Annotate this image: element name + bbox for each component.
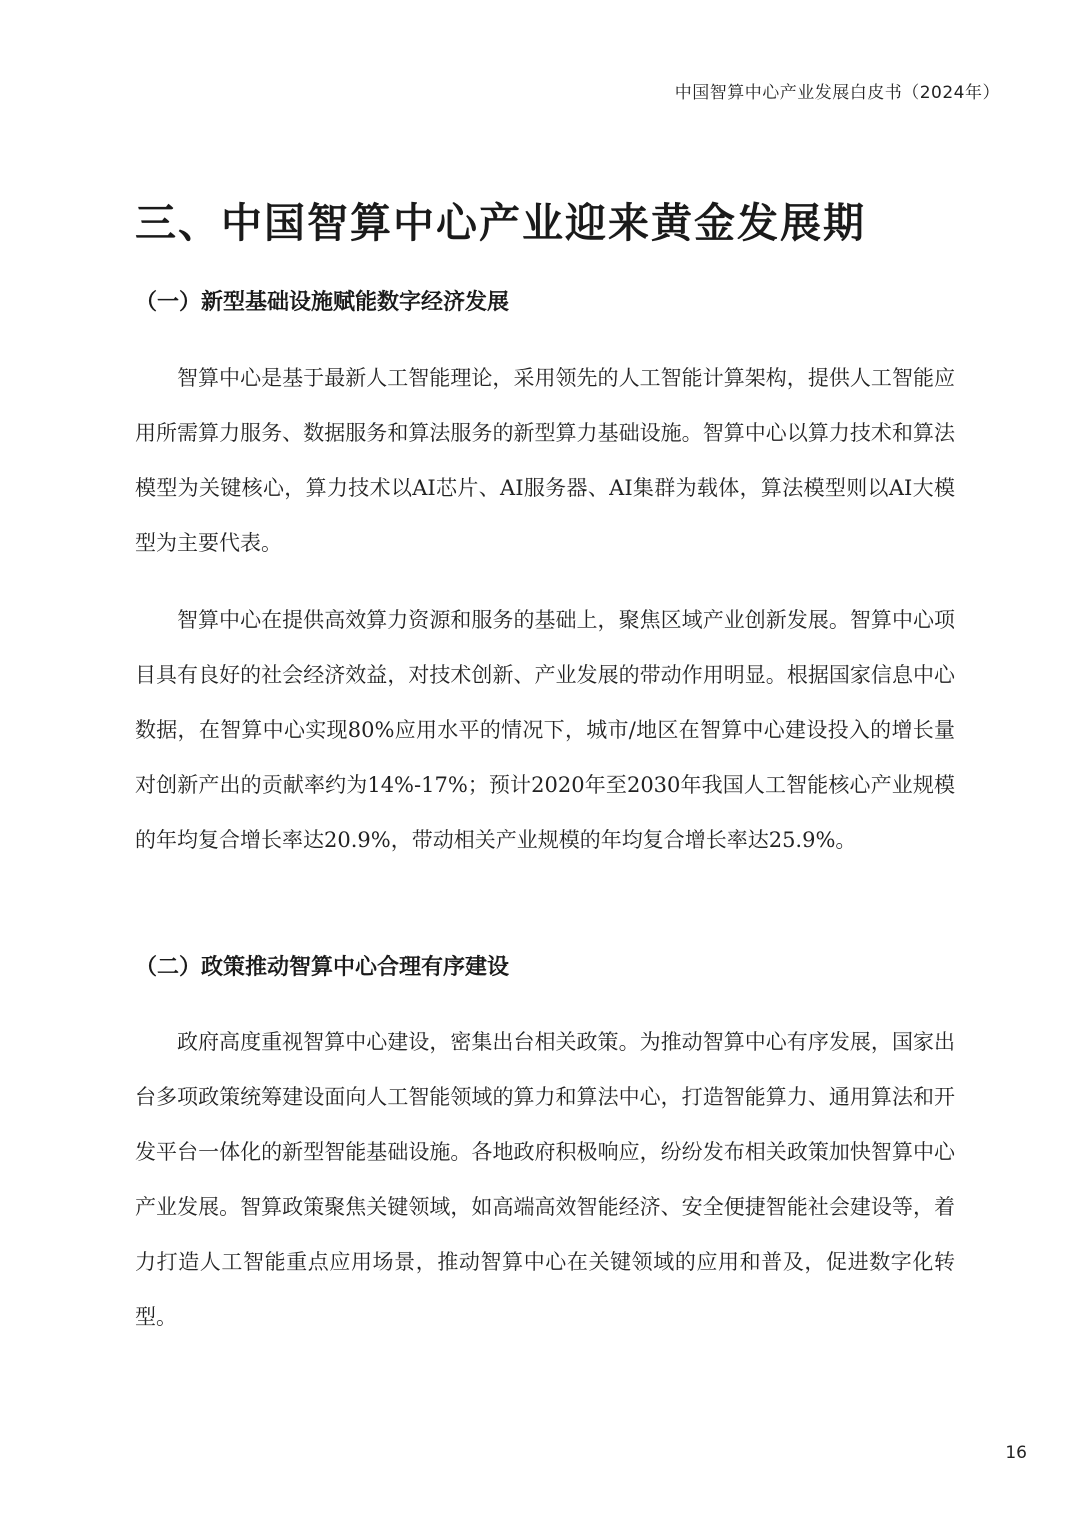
paragraph-3: 政府高度重视智算中心建设，密集出台相关政策。为推动智算中心有序发展，国家出台多项政策统筹建设面向人工智能领域的算力和算法中心，打造智能算力、通用算法和开发平台一体化的新型智能基础设施。各地政府积极响应，纷纷发布相关政策加快智算中心产业发展。智算政策聚焦关键领域，如高端高效智能经济、安全便捷智能社会建设等，着力打造人工智能重点应用场景，推动智算中心在关键领域的应用和普及，促进数字化转型。 — [135, 1030, 955, 1329]
paragraph-1: 智算中心是基于最新人工智能理论，采用领先的人工智能计算架构，提供人工智能应用所需算力服务、数据服务和算法服务的新型算力基础设施。智算中心以算力技术和算法模型为关键核心，算力技术以AI芯片、AI服务器、AI集群为载体，算法模型则以AI大模型为主要代表。 — [135, 366, 955, 555]
section-heading-2: （二）政策推动智算中心合理有序建设 — [135, 955, 510, 980]
section-heading-1: （一）新型基础设施赋能数字经济发展 — [135, 290, 510, 315]
paragraph-2: 智算中心在提供高效算力资源和服务的基础上，聚焦区域产业创新发展。智算中心项目具有良好的社会经济效益，对技术创新、产业发展的带动作用明显。根据国家信息中心数据，在智算中心实现80%应用水平的情况下，城市/地区在智算中心建设投入的增长量对创新产出的贡献率约为14%-17%；预计2020年至2030年我国人工智能核心产业规模的年均复合增长率达20.9%，带动相关产业规模的年均复合增长率达25.9%。 — [135, 608, 955, 852]
chapter-title: 三、中国智算中心产业迎来黄金发展期 — [135, 199, 866, 247]
running-header: 中国智算中心产业发展白皮书（2024年） — [674, 83, 1000, 103]
page-number: 16 — [1005, 1443, 1027, 1463]
